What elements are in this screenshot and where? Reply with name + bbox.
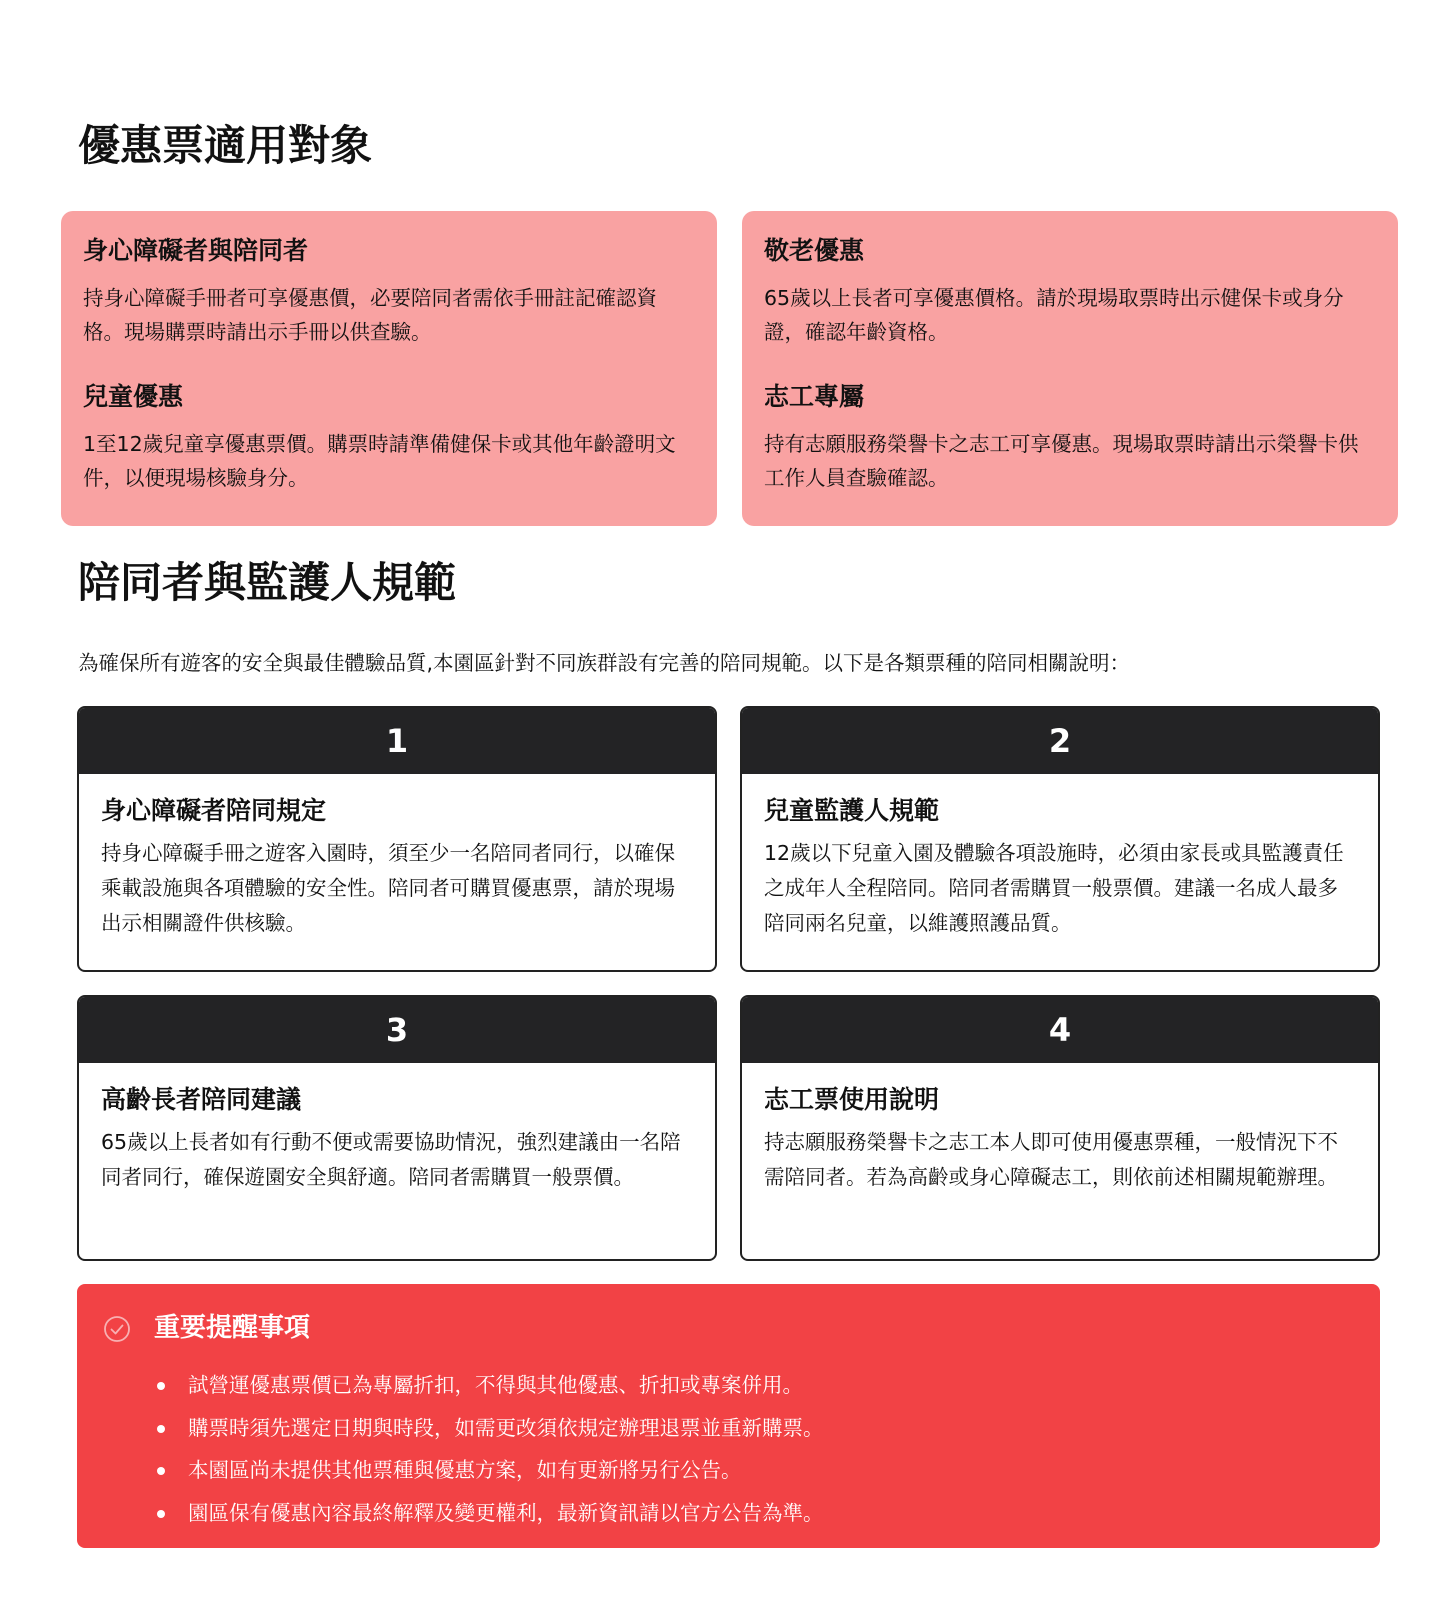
notice-item-text: 本園區尚未提供其他票種與優惠方案，如有更新將另行公告。	[188, 1458, 742, 1482]
rule-card-number: 1	[79, 708, 715, 774]
rule-card-body: 12歲以下兒童入園及體驗各項設施時，必須由家長或具監護責任之成年人全程陪同。陪同者需購買一般票價。建議一名成人最多陪同兩名兒童，以維護照護品質。	[764, 841, 1344, 935]
important-notice	[77, 1284, 1380, 1548]
rule-card	[77, 995, 717, 1261]
check-circle-icon	[102, 1314, 132, 1344]
rule-card-content	[79, 1063, 715, 1195]
discount-item	[83, 381, 695, 507]
discount-item	[764, 381, 1376, 507]
rule-card-title: 兒童監護人規範	[764, 796, 940, 825]
companion-intro: 為確保所有遊客的安全與最佳體驗品質,本園區針對不同族群設有完善的陪同規範。以下是各類票種的陪同相關說明：	[78, 651, 1131, 675]
bullet-icon	[157, 1425, 165, 1433]
discount-box-right	[742, 211, 1398, 526]
rule-card-body: 65歲以上長者如有行動不便或需要協助情況，強烈建議由一名陪同者同行，確保遊園安全與舒適。陪同者需購買一般票價。	[101, 1130, 681, 1189]
rule-card-title: 身心障礙者陪同規定	[101, 796, 327, 825]
rule-card-body: 持身心障礙手冊之遊客入園時，須至少一名陪同者同行，以確保乘載設施與各項體驗的安全性。陪同者可購買優惠票，請於現場出示相關證件供核驗。	[101, 841, 675, 935]
discount-box-left	[61, 211, 717, 526]
rule-card	[77, 706, 717, 972]
notice-list	[157, 1364, 824, 1534]
bullet-icon	[157, 1382, 165, 1390]
discount-item-body: 1至12歲兒童享優惠票價。購票時請準備健保卡或其他年齡證明文件，以便現場核驗身分。	[83, 432, 676, 490]
discount-section-title: 優惠票適用對象	[78, 121, 373, 170]
discount-item-title: 敬老優惠	[764, 236, 865, 265]
discount-item-title: 身心障礙者與陪同者	[83, 236, 309, 265]
bullet-icon	[157, 1510, 165, 1518]
rule-card	[740, 995, 1380, 1261]
discount-item-title: 兒童優惠	[83, 382, 184, 411]
notice-item	[157, 1449, 824, 1492]
notice-item-text: 購票時須先選定日期與時段，如需更改須依規定辦理退票並重新購票。	[188, 1415, 824, 1440]
rule-card-title: 志工票使用說明	[764, 1085, 940, 1114]
rule-card-number: 2	[742, 708, 1378, 774]
rule-card	[740, 706, 1380, 972]
discount-item-title: 志工專屬	[764, 382, 865, 411]
discount-item-body: 65歲以上長者可享優惠價格。請於現場取票時出示健保卡或身分證，確認年齡資格。	[764, 286, 1344, 344]
notice-title: 重要提醒事項	[154, 1313, 311, 1343]
discount-item-body: 持有志願服務榮譽卡之志工可享優惠。現場取票時請出示榮譽卡供工作人員查驗確認。	[764, 432, 1359, 490]
discount-item	[764, 235, 1376, 361]
rule-card-number: 4	[742, 997, 1378, 1063]
notice-item	[157, 1364, 824, 1407]
rule-card-body: 持志願服務榮譽卡之志工本人即可使用優惠票種，一般情況下不需陪同者。若為高齡或身心障礙志工，則依前述相關規範辦理。	[764, 1130, 1338, 1189]
rule-card-title: 高齡長者陪同建議	[101, 1085, 302, 1114]
rule-card-content	[79, 774, 715, 941]
rule-card-content	[742, 1063, 1378, 1195]
companion-section-title: 陪同者與監護人規範	[78, 558, 457, 607]
discount-item	[83, 235, 695, 361]
rule-card-number: 3	[79, 997, 715, 1063]
discount-item-body: 持身心障礙手冊者可享優惠價，必要陪同者需依手冊註記確認資格。現場購票時請出示手冊以供查驗。	[83, 286, 657, 344]
notice-item	[157, 1492, 824, 1535]
notice-item-text: 試營運優惠票價已為專屬折扣，不得與其他優惠、折扣或專案併用。	[188, 1373, 803, 1397]
rule-card-content	[742, 774, 1378, 941]
bullet-icon	[157, 1467, 165, 1475]
notice-item-text: 園區保有優惠內容最終解釋及變更權利，最新資訊請以官方公告為準。	[188, 1500, 824, 1525]
notice-item	[157, 1407, 824, 1450]
